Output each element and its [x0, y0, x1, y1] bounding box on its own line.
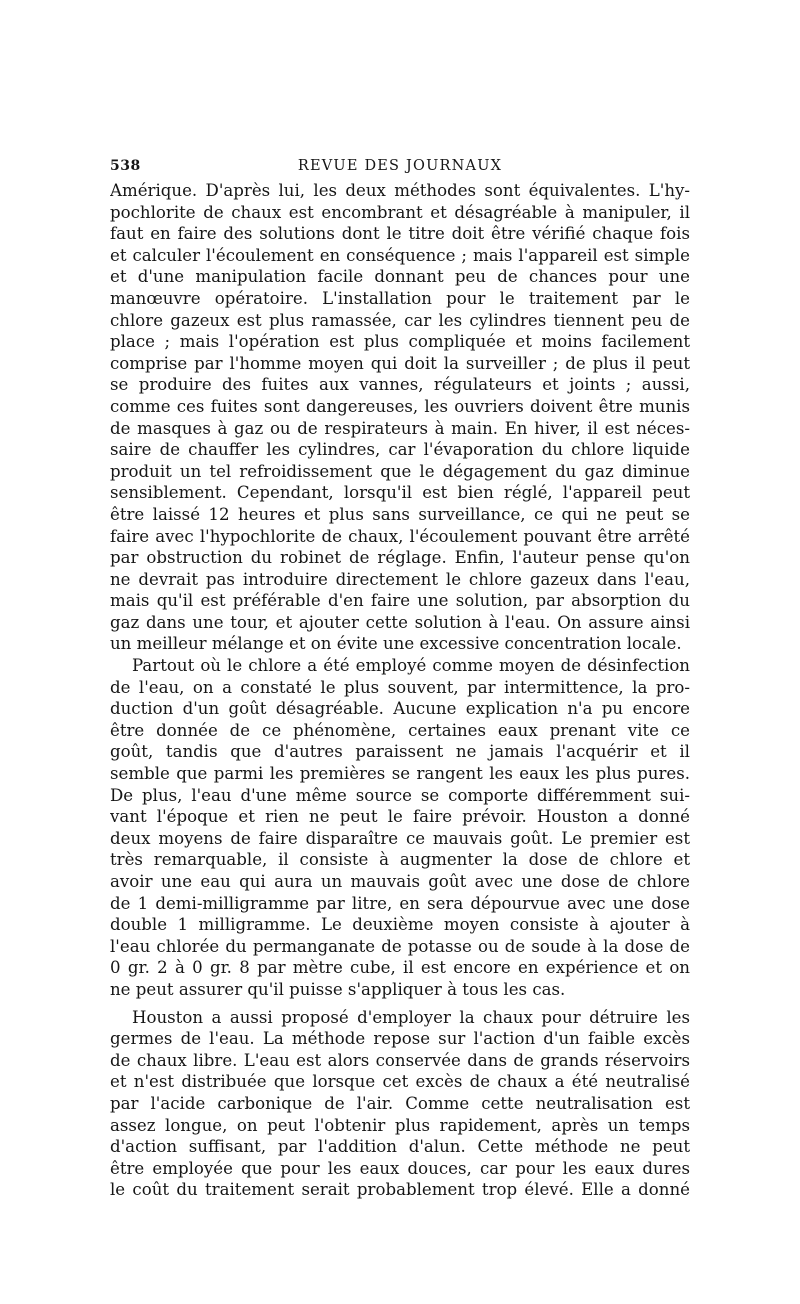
text-line: l'eau chlorée du permanganate de potasse ou de soude à la dose de: [110, 936, 690, 956]
text-line: double 1 milligramme. Le deuxième moyen consiste à ajouter à: [110, 915, 690, 935]
text-line: par obstruction du robinet de réglage. Enfin, l'auteur pense qu'on: [110, 548, 690, 568]
text-line: Amérique. D'après lui, les deux méthodes sont équivalentes. L'hy-: [110, 181, 690, 200]
body-text: [110, 180, 690, 1201]
text-line: un meilleur mélange et on évite une excessive concentration locale.: [110, 634, 682, 654]
text-line: se produire des fuites aux vannes, régulateurs et joints ; aussi,: [110, 375, 690, 395]
book-page: [110, 150, 690, 1201]
text-line: ne peut assurer qu'il puisse s'appliquer à tous les cas.: [110, 979, 566, 999]
text-line: goût, tandis que d'autres paraissent ne jamais l'acquérir et il: [110, 742, 690, 762]
text-line: place ; mais l'opération est plus compliquée et moins facilement: [110, 332, 690, 352]
text-line: pochlorite de chaux est encombrant et désagréable à manipuler, il: [110, 202, 690, 222]
text-line: faire avec l'hypochlorite de chaux, l'écoulement pouvant être arrêté: [110, 526, 690, 546]
text-line: vant l'époque et rien ne peut le faire prévoir. Houston a donné: [110, 807, 690, 827]
text-line: et calculer l'écoulement en conséquence ; mais l'appareil est simple: [110, 245, 690, 265]
paragraph: [110, 655, 690, 1001]
text-line: sensiblement. Cependant, lorsqu'il est bien réglé, l'appareil peut: [110, 483, 690, 503]
text-line: assez longue, on peut l'obtenir plus rapidement, après un temps: [110, 1115, 690, 1135]
text-line: 0 gr. 2 à 0 gr. 8 par mètre cube, il est encore en expérience et on: [110, 958, 690, 978]
text-line: manœuvre opératoire. L'installation pour le traitement par le: [110, 288, 690, 308]
text-line: mais qu'il est préférable d'en faire une solution, par absorption du: [110, 591, 690, 611]
text-line: et n'est distribuée que lorsque cet excès de chaux a été neutralisé: [110, 1072, 690, 1092]
text-line: ne devrait pas introduire directement le chlore gazeux dans l'eau,: [110, 569, 690, 589]
text-line: le coût du traitement serait probablement trop élevé. Elle a donné: [110, 1180, 690, 1200]
text-line: être laissé 12 heures et plus sans surveillance, ce qui ne peut se: [110, 504, 690, 524]
text-line: comprise par l'homme moyen qui doit la surveiller ; de plus il peut: [110, 353, 690, 373]
text-line: de chaux libre. L'eau est alors conservée dans de grands réservoirs: [110, 1050, 690, 1070]
text-line: de l'eau, on a constaté le plus souvent, par intermittence, la pro-: [110, 677, 690, 697]
text-line: germes de l'eau. La méthode repose sur l'action d'un faible excès: [110, 1029, 690, 1049]
text-line: être donnée de ce phénomène, certaines eaux prenant vite ce: [110, 720, 690, 740]
running-title: REVUE DES JOURNAUX: [297, 158, 503, 174]
paragraph: [110, 180, 690, 655]
text-line: de masques à gaz ou de respirateurs à main. En hiver, il est néces-: [110, 418, 690, 438]
paragraph: [110, 1007, 690, 1201]
text-line: deux moyens de faire disparaître ce mauvais goût. Le premier est: [110, 828, 690, 848]
text-line: faut en faire des solutions dont le titre doit être vérifié chaque fois: [110, 224, 690, 244]
text-line: gaz dans une tour, et ajouter cette solution à l'eau. On assure ainsi: [110, 612, 690, 632]
text-line: De plus, l'eau d'une même source se comporte différemment sui-: [110, 785, 690, 805]
text-line: comme ces fuites sont dangereuses, les ouvriers doivent être munis: [110, 396, 690, 416]
text-line: être employée que pour les eaux douces, car pour les eaux dures: [110, 1158, 690, 1178]
page-number: 538: [110, 158, 141, 174]
text-line: par l'acide carbonique de l'air. Comme cette neutralisation est: [110, 1093, 690, 1113]
text-line: d'action suffisant, par l'addition d'alun. Cette méthode ne peut: [110, 1137, 690, 1157]
text-line: très remarquable, il consiste à augmenter la dose de chlore et: [110, 850, 690, 870]
text-line: chlore gazeux est plus ramassée, car les cylindres tiennent peu de: [110, 310, 690, 330]
text-line: semble que parmi les premières se rangent les eaux les plus pures.: [110, 764, 690, 784]
text-line: Houston a aussi proposé d'employer la chaux pour détruire les: [132, 1007, 690, 1027]
page-header: [110, 150, 690, 180]
text-line: de 1 demi-milligramme par litre, en sera dépourvue avec une dose: [110, 893, 690, 913]
text-line: avoir une eau qui aura un mauvais goût avec une dose de chlore: [110, 872, 690, 891]
text-line: saire de chauffer les cylindres, car l'évaporation du chlore liquide: [110, 440, 690, 460]
text-line: produit un tel refroidissement que le dégagement du gaz diminue: [110, 461, 690, 481]
text-line: et d'une manipulation facile donnant peu de chances pour une: [110, 267, 690, 287]
text-line: Partout où le chlore a été employé comme moyen de désinfection: [132, 656, 690, 676]
text-line: duction d'un goût désagréable. Aucune explication n'a pu encore: [110, 699, 690, 719]
